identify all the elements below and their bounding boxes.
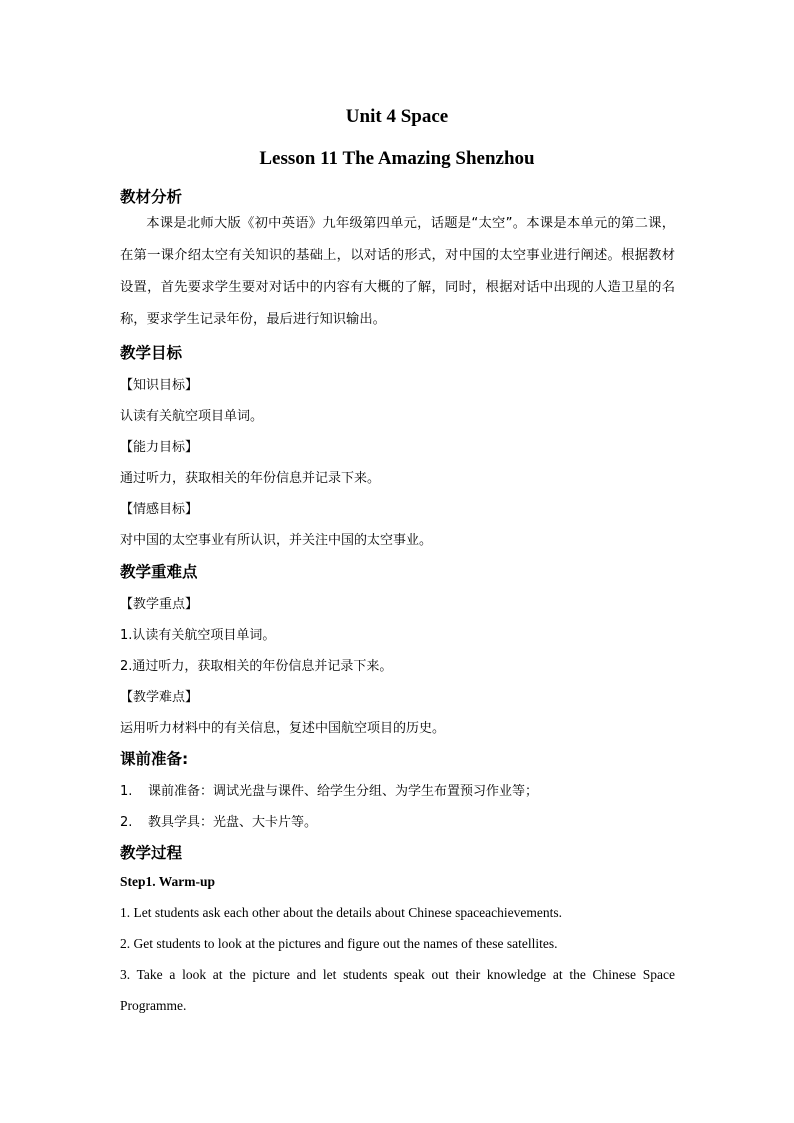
preparation-item xyxy=(120,811,317,830)
section-heading-textbook-analysis: 教材分析 xyxy=(120,188,183,206)
preparation-item-number: 1. xyxy=(120,784,133,799)
preparation-item-number: 2. xyxy=(120,815,133,830)
key-point-1: 1.认读有关航空项目单词。 xyxy=(120,628,276,643)
step1-item-1: 1. Let students ask each other about the details about Chinese spaceachievements. xyxy=(120,905,562,920)
step1-item-3-continued: Programme. xyxy=(120,998,187,1013)
step1-item-2: 2. Get students to look at the pictures and figure out the names of these satellites. xyxy=(120,936,558,951)
emotion-goal-label: 【情感目标】 xyxy=(120,502,199,517)
difficult-point-text: 运用听力材料中的有关信息，复述中国航空项目的历史。 xyxy=(120,721,446,736)
ability-goal-label: 【能力目标】 xyxy=(120,440,199,455)
knowledge-goal-label: 【知识目标】 xyxy=(120,378,199,393)
step1-item-3: 3. Take a look at the picture and let students speak out their knowledge at the Chinese Space xyxy=(120,967,675,982)
knowledge-goal-text: 认读有关航空项目单词。 xyxy=(120,409,264,424)
section-heading-preparation: 课前准备: xyxy=(120,750,189,768)
preparation-item-text: 教具学具：光盘、大卡片等。 xyxy=(148,815,318,830)
preparation-item xyxy=(120,780,538,799)
step1-heading: Step1. Warm-up xyxy=(120,874,216,889)
section-heading-teaching-goals: 教学目标 xyxy=(120,344,183,362)
key-point-label: 【教学重点】 xyxy=(120,597,199,612)
preparation-item-text: 课前准备：调试光盘与课件、给学生分组、为学生布置预习作业等； xyxy=(148,784,539,799)
difficult-point-label: 【教学难点】 xyxy=(120,690,199,705)
unit-title: Unit 4 Space xyxy=(345,106,449,127)
section-heading-teaching-process: 教学过程 xyxy=(120,844,183,862)
textbook-analysis-text: 本课是北师大版《初中英语》九年级第四单元，话题是“太空”。本课是本单元的第二课，在第一课介绍太空有关知识的基础上，以对话的形式，对中国的太空事业进行阐述。根据教材设置，首先要求学生要对对话中的内容有大概的了解，同时，根据对话中出现的人造卫星的名称，要求学生记录年份，最后进行知识输出。 xyxy=(120,216,675,327)
lesson-title: Lesson 11 The Amazing Shenzhou xyxy=(259,148,535,169)
section-heading-key-points: 教学重难点 xyxy=(120,563,198,581)
ability-goal-text: 通过听力，获取相关的年份信息并记录下来。 xyxy=(120,471,381,486)
textbook-analysis-paragraph xyxy=(120,208,675,336)
key-point-2: 2.通过听力，获取相关的年份信息并记录下来。 xyxy=(120,659,393,674)
emotion-goal-text: 对中国的太空事业有所认识，并关注中国的太空事业。 xyxy=(120,533,433,548)
